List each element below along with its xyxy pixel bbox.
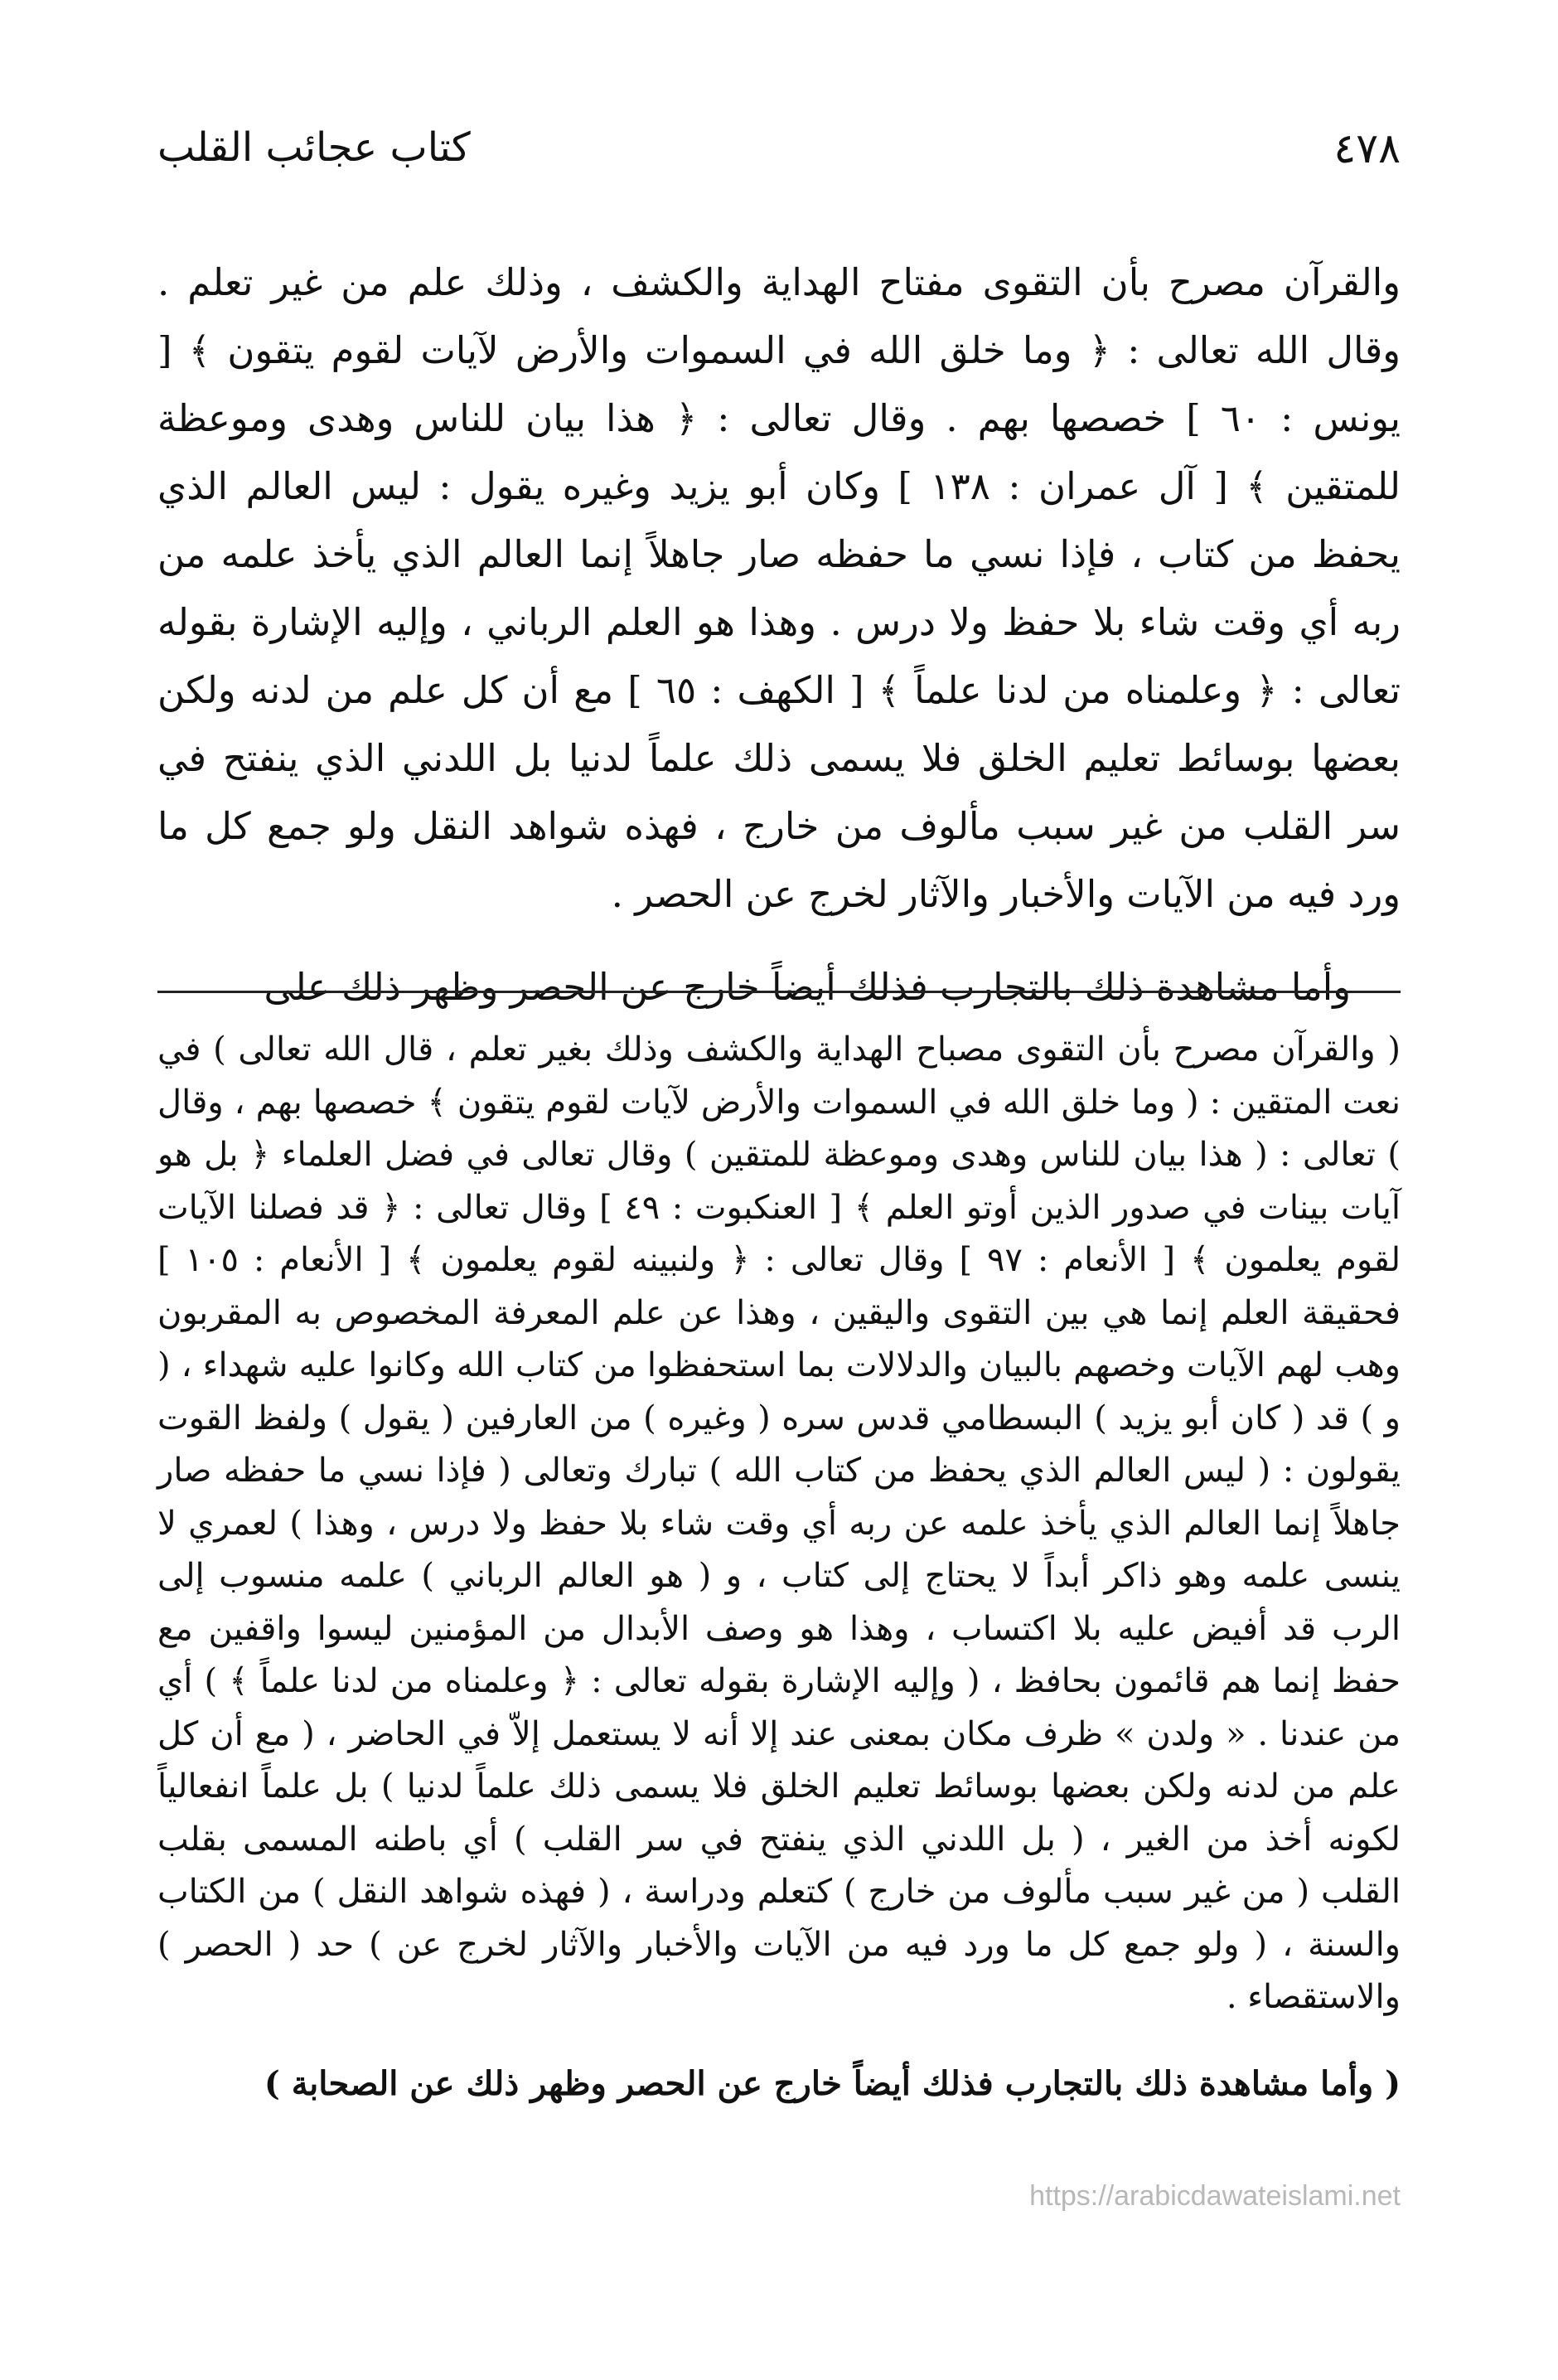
page-number: ٤٧٨: [1333, 124, 1401, 172]
page-header: [157, 124, 1401, 191]
commentary: [157, 1024, 1401, 2110]
commentary-paragraph: ( والقرآن مصرح بأن التقوى مصباح الهداية والكشف وذلك بغير تعلم ، قال الله تعالى ) في نعت المتقين : ( وما خلق الله في السموات والأرض لآيات لقوم يتقون ﴾ خصصها بهم ، وقال ) تعالى : ( هذا بيان للناس وهدى وموعظة للمتقين ) وقال تعالى في فضل العلماء ﴿ بل هو آيات بينات في صدور الذين أوتو العلم ﴾ [ العنكبوت : ٤٩ ] وقال تعالى : ﴿ قد فصلنا الآيات لقوم يعلمون ﴾ [ الأنعام : ٩٧ ] وقال تعالى : ﴿ ولنبينه لقوم يعلمون ﴾ [ الأنعام : ١٠٥ ] فحقيقة العلم إنما هي بين التقوى واليقين ، وهذا عن علم المعرفة المخصوص به المقربون وهب لهم الآيات وخصهم بالبيان والدلالات بما استحفظوا من كتاب الله وكانوا عليه شهداء ، ( و ) قد ( كان أبو يزيد ) البسطامي قدس سره ( وغيره ) من العارفين ( يقول ) ولفظ القوت يقولون : ( ليس العالم الذي يحفظ من كتاب الله ) تبارك وتعالى ( فإذا نسي ما حفظه صار جاهلاً إنما العالم الذي يأخذ علمه عن ربه أي وقت شاء بلا حفظ ولا درس ، وهذا ) لعمري لا ينسى علمه وهو ذاكر أبداً لا يحتاج إلى كتاب ، و ( هو العالم الرباني ) علمه منسوب إلى الرب قد أفيض عليه بلا اكتساب ، وهذا هو وصف الأبدال من المؤمنين ليسوا واقفين مع حفظ إنما هم قائمون بحافظ ، ( وإليه الإشارة بقوله تعالى : ﴿ وعلمناه من لدنا علماً ﴾ ) أي من عندنا . « ولدن » ظرف مكان بمعنى عند إلا أنه لا يستعمل إلاّ في الحاضر ، ( مع أن كل علم من لدنه ولكن بعضها بوسائط تعليم الخلق فلا يسمى ذلك علماً لدنيا ) بل علماً انفعالياً لكونه أخذ من الغير ، ( بل اللدني الذي ينفتح في سر القلب ) أي باطنه المسمى بقلب القلب ( من غير سبب مألوف من خارج ) كتعلم ودراسة ، ( فهذه شواهد النقل ) من الكتاب والسنة ، ( ولو جمع كل ما ورد فيه من الآيات والأخبار والآثار لخرج عن ) حد ( الحصر ) والاستقصاء .: [157, 1030, 1401, 2016]
separator-rule: [157, 991, 1401, 993]
running-title: كتاب عجائب القلب: [157, 124, 471, 171]
main-text: [157, 249, 1401, 1021]
main-paragraph-1: والقرآن مصرح بأن التقوى مفتاح الهداية والكشف ، وذلك علم من غير تعلم . وقال الله تعالى : ﴿ وما خلق الله في السموات والأرض لآيات لقوم يتقون ﴾ [ يونس : ٦٠ ] خصصها بهم . وقال تعالى : ﴿ هذا بيان للناس وهدى وموعظة للمتقين ﴾ [ آل عمران : ١٣٨ ] وكان أبو يزيد وغيره يقول : ليس العالم الذي يحفظ من كتاب ، فإذا نسي ما حفظه صار جاهلاً إنما العالم الذي يأخذ علمه من ربه أي وقت شاء بلا حفظ ولا درس . وهذا هو العلم الرباني ، وإليه الإشارة بقوله تعالى : ﴿ وعلمناه من لدنا علماً ﴾ [ الكهف : ٦٥ ] مع أن كل علم من لدنه ولكن بعضها بوسائط تعليم الخلق فلا يسمى ذلك علماً لدنيا بل اللدني الذي ينفتح في سر القلب من غير سبب مألوف من خارج ، فهذه شواهد النقل ولو جمع كل ما ورد فيه من الآيات والأخبار والآثار لخرج عن الحصر .: [157, 260, 1401, 916]
commentary-closing-line: ( وأما مشاهدة ذلك بالتجارب فذلك أيضاً خارج عن الحصر وظهر ذلك عن الصحابة ): [264, 2063, 1401, 2103]
main-paragraph-2: وأما مشاهدة ذلك بالتجارب فذلك أيضاً خارج عن الحصر وظهر ذلك على: [264, 965, 1351, 1009]
watermark-url: https://arabicdawateislami.net: [1029, 2180, 1401, 2212]
